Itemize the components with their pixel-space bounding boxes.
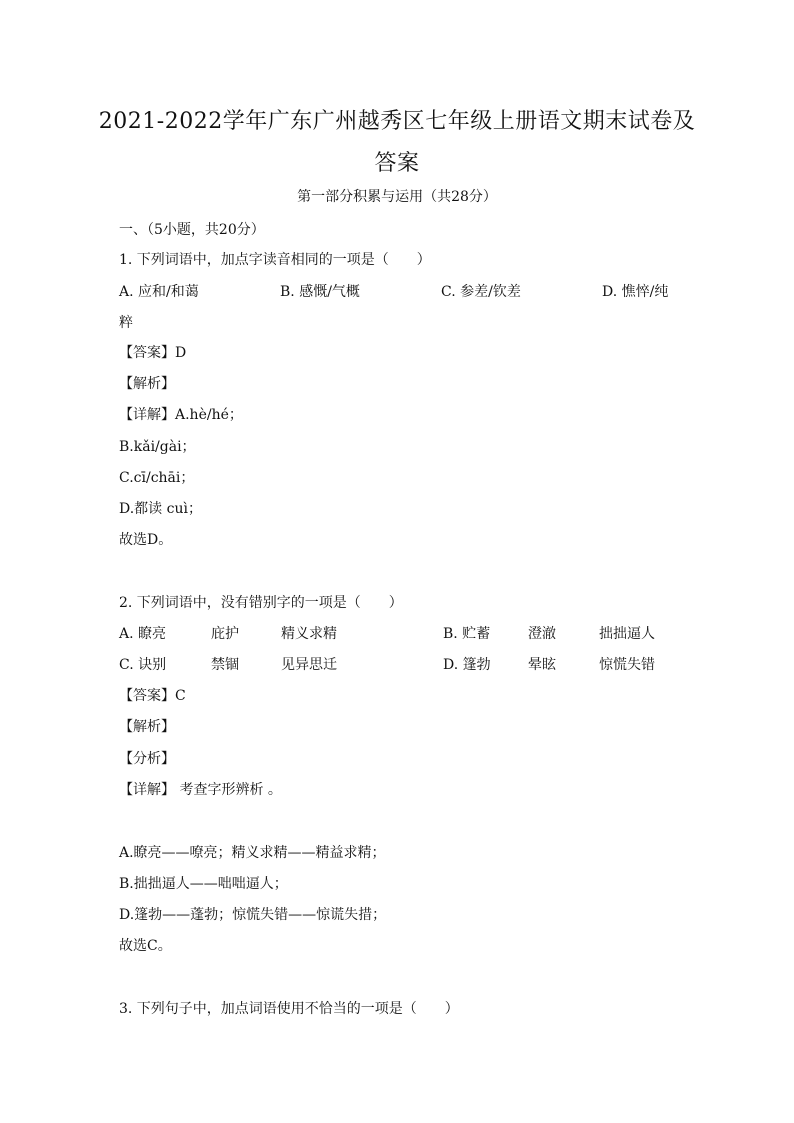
- q2-explain-b: B.拙拙逼人——咄咄逼人；: [119, 876, 288, 892]
- q2-option-b-word2: 澄澈: [528, 626, 556, 642]
- q2-conclusion: 故选C。: [119, 938, 172, 954]
- q2-detail: 【详解】 考查字形辨析 。: [119, 782, 282, 798]
- q2-fenxi-label: 【分析】: [119, 751, 175, 767]
- q2-option-b-word1: B. 贮蓄: [443, 626, 491, 642]
- doc-title-line1: 2021-2022学年广东广州越秀区七年级上册语文期末试卷及: [98, 109, 696, 134]
- q1-option-b: B. 感慨/气概: [280, 284, 360, 300]
- section-title: 第一部分积累与运用（共28分）: [297, 189, 497, 205]
- q1-conclusion: 故选D。: [119, 532, 173, 548]
- q2-option-d-word1: D. 篷勃: [443, 657, 491, 673]
- q2-option-c-word3: 见异思迁: [281, 657, 337, 673]
- q2-option-b-word3: 拙拙逼人: [599, 626, 655, 642]
- q1-answer: 【答案】D: [119, 345, 187, 361]
- q2-option-d-word2: 晕眩: [528, 657, 556, 673]
- q2-option-c-word2: 禁锢: [211, 657, 239, 673]
- q2-stem: 2. 下列词语中，没有错别字的一项是（ ）: [119, 595, 403, 611]
- q1-option-a: A. 应和/和蔼: [119, 284, 199, 300]
- q2-explain-a: A.瞭亮——嘹亮；精义求精——精益求精；: [119, 845, 386, 861]
- q2-option-c-word1: C. 诀别: [119, 657, 167, 673]
- q2-option-a-word2: 庇护: [211, 626, 239, 642]
- q2-option-a-word3: 精义求精: [281, 626, 337, 642]
- q3-stem: 3. 下列句子中，加点词语使用不恰当的一项是（ ）: [119, 1001, 459, 1017]
- q1-option-wrap: 粹: [119, 315, 133, 331]
- q1-detail-a: 【详解】A.hè/hé；: [119, 407, 243, 423]
- q1-option-c: C. 参差/钦差: [441, 284, 521, 300]
- q1-detail-b: B.kǎi/gài；: [119, 439, 196, 455]
- q1-option-d: D. 憔悴/纯: [602, 284, 669, 300]
- q2-analysis-label: 【解析】: [119, 719, 175, 735]
- doc-title-line2: 答案: [374, 151, 420, 176]
- q1-stem: 1. 下列词语中，加点字读音相同的一项是（ ）: [119, 252, 431, 268]
- q2-option-a-word1: A. 瞭亮: [119, 626, 167, 642]
- q2-explain-d: D.篷勃——蓬勃；惊慌失错——惊谎失措；: [119, 907, 387, 923]
- q2-option-d-word3: 惊慌失错: [599, 657, 655, 673]
- part-one-heading: 一、（5小题，共20分）: [119, 222, 265, 238]
- q1-analysis-label: 【解析】: [119, 376, 175, 392]
- q1-detail-d: D.都读 cuì；: [119, 501, 202, 517]
- q1-detail-c: C.cī/chāi；: [119, 470, 195, 486]
- q2-answer: 【答案】C: [119, 688, 186, 704]
